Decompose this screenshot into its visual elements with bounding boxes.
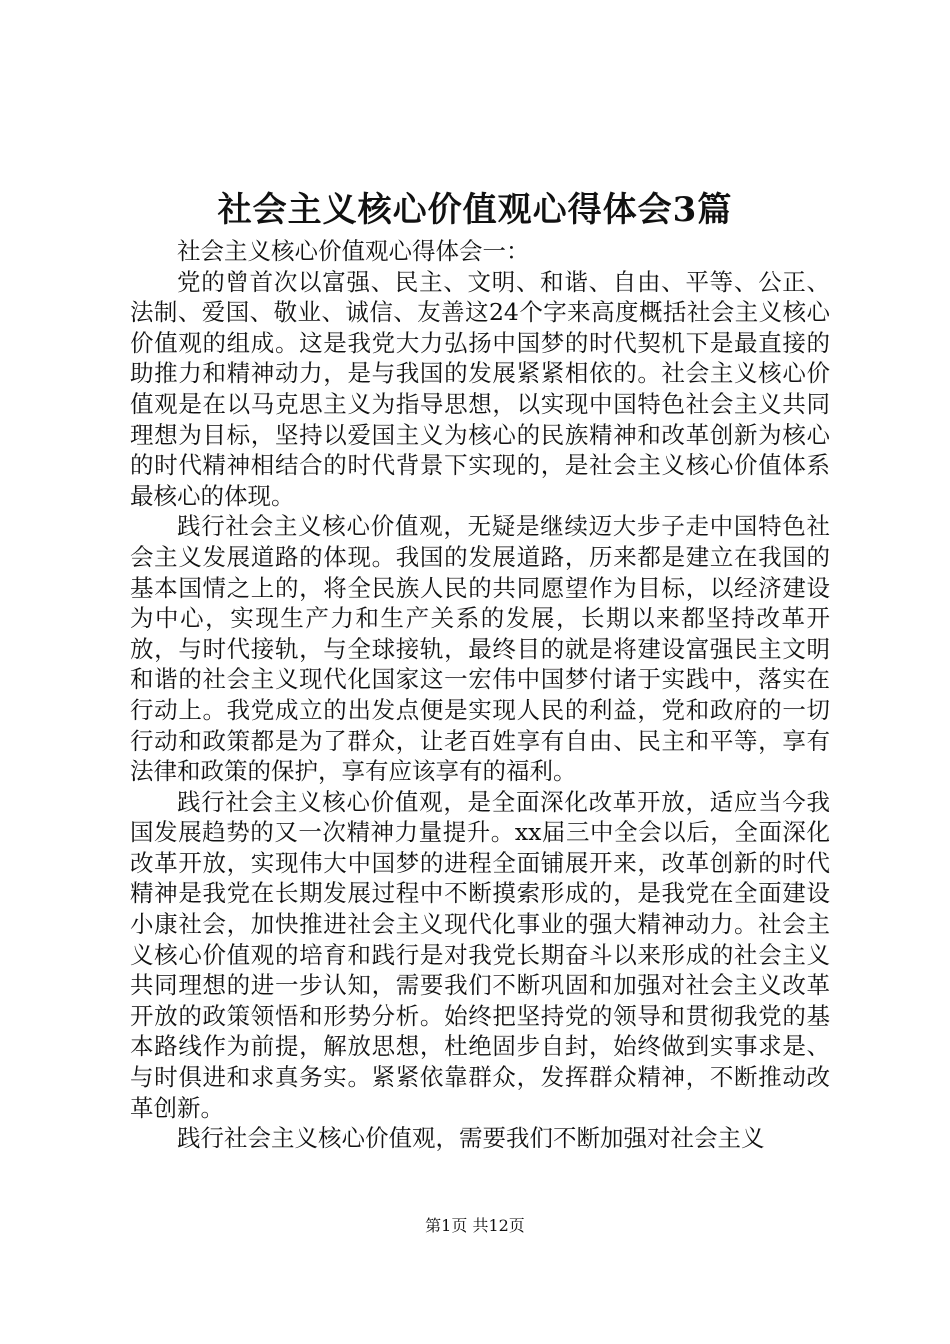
document-body bbox=[130, 236, 830, 1154]
document-title: 社会主义核心价值观心得体会3篇 bbox=[217, 190, 733, 230]
body-paragraph: 践行社会主义核心价值观，需要我们不断加强对社会主义 bbox=[177, 1124, 765, 1153]
page-footer bbox=[0, 1216, 950, 1236]
body-paragraph: 践行社会主义核心价值观，是全面深化改革开放，适应当今我国发展趋势的又一次精神力量提升。xx届三中全会以后，全面深化改革开放，实现伟大中国梦的进程全面铺展开来，改革创新的时代精神是我党在长期发展过程中不断摸索形成的，是我党在全面建设小康社会，加快推进社会主义现代化事业的强大精神动力。社会主义核心价值观的培育和践行是对我党长期奋斗以来形成的社会主义共同理想的进一步认知，需要我们不断巩固和加强对社会主义改革开放的政策领悟和形势分析。始终把坚持党的领导和贯彻我党的基本路线作为前提，解放思想，杜绝固步自封，始终做到实事求是、与时俱进和求真务实。紧紧依靠群众，发挥群众精神，不断推动改革创新。 bbox=[130, 787, 830, 1122]
section-subheading: 社会主义核心价值观心得体会一： bbox=[177, 237, 530, 265]
body-paragraph: 践行社会主义核心价值观，无疑是继续迈大步子走中国特色社会主义发展道路的体现。我国的发展道路，历来都是建立在我国的基本国情之上的，将全民族人民的共同愿望作为目标，以经济建设为中心，实现生产力和生产关系的发展，长期以来都坚持改革开放，与时代接轨，与全球接轨，最终目的就是将建设富强民主文明和谐的社会主义现代化国家这一宏伟中国梦付诸于实践中，落实在行动上。我党成立的出发点便是实现人民的利益，党和政府的一切行动和政策都是为了群众，让老百姓享有自由、民主和平等，享有法律和政策的保护，享有应该享有的福利。 bbox=[130, 512, 830, 786]
page-number: 第1页 共12页 bbox=[425, 1216, 525, 1235]
body-paragraph: 党的曾首次以富强、民主、文明、和谐、自由、平等、公正、法制、爱国、敬业、诚信、友善这24个字来高度概括社会主义核心价值观的组成。这是我党大力弘扬中国梦的时代契机下是最直接的助推力和精神动力，是与我国的发展紧紧相依的。社会主义核心价值观是在以马克思主义为指导思想，以实现中国特色社会主义共同理想为目标，坚持以爱国主义为核心的民族精神和改革创新为核心的时代精神相结合的时代背景下实现的，是社会主义核心价值体系最核心的体现。 bbox=[130, 267, 830, 510]
